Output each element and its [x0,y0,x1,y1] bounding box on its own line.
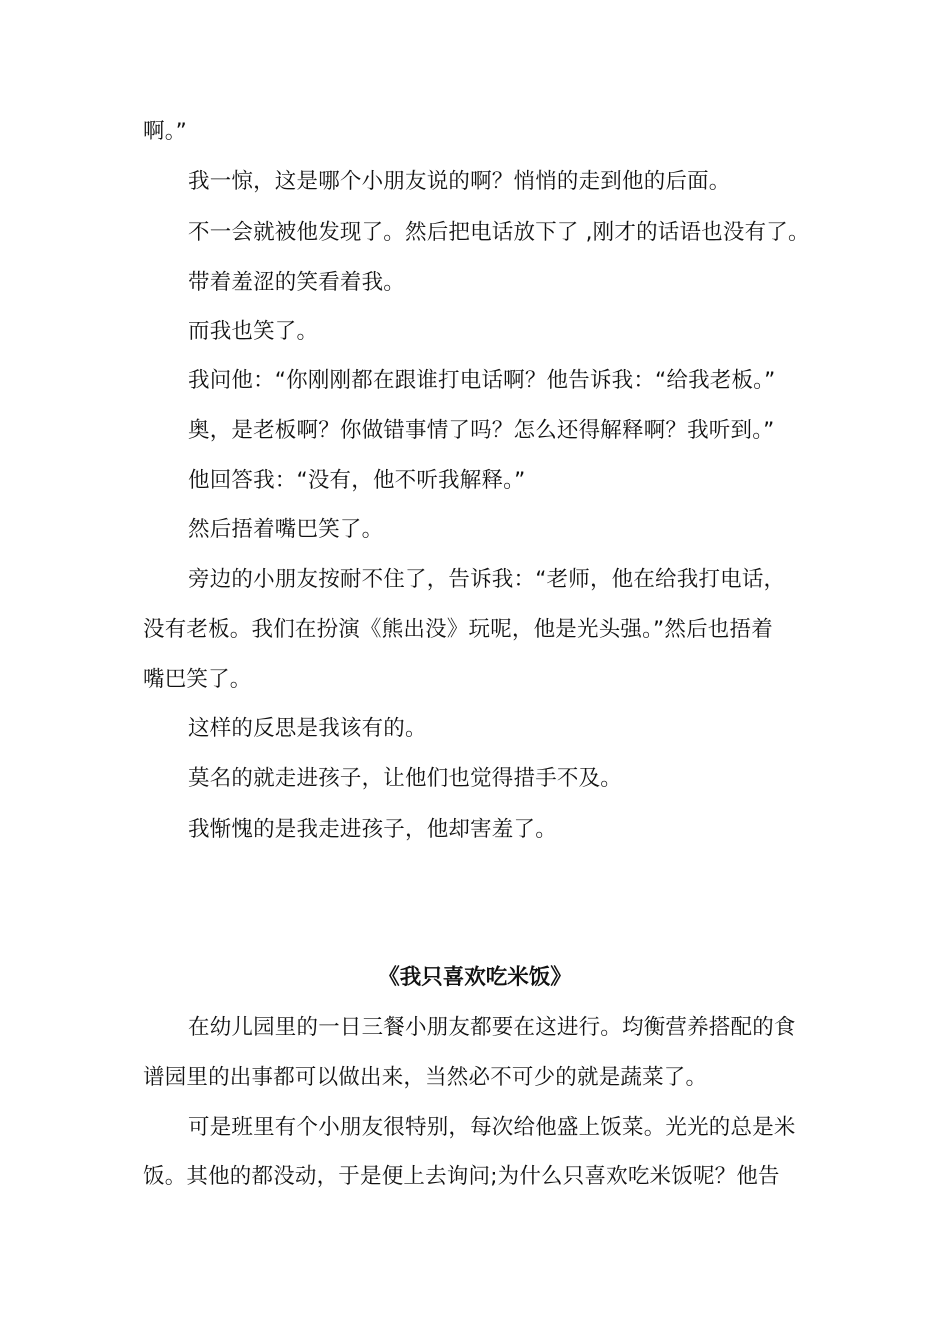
paragraph-line: 旁边的小朋友按耐不住了，告诉我：“老师，他在给我打电话， [188,567,786,592]
section-title: 《我只喜欢吃米饭》 [378,965,572,990]
paragraph-line: 我惭愧的是我走进孩子，他却害羞了。 [188,817,557,842]
paragraph-line: 啊。” [143,119,187,144]
paragraph-line: 我问他：“你刚刚都在跟谁打电话啊？他告诉我：“给我老板。” [188,368,776,393]
paragraph-line: 他回答我：“没有，他不听我解释。” [188,468,526,493]
paragraph-line: 谱园里的出事都可以做出来，当然必不可少的就是蔬菜了。 [143,1065,708,1090]
paragraph-line: 在幼儿园里的一日三餐小朋友都要在这进行。均衡营养搭配的食 [188,1015,796,1040]
paragraph-line: 不一会就被他发现了。然后把电话放下了 ,刚才的话语也没有了。 [188,220,810,245]
paragraph-line: 奥，是老板啊？你做错事情了吗？怎么还得解释啊？我听到。” [188,418,775,443]
paragraph-line: 饭。其他的都没动，于是便上去询问;为什么只喜欢吃米饭呢？他告 [143,1164,780,1189]
paragraph-line: 这样的反思是我该有的。 [188,716,427,741]
paragraph-line: 带着羞涩的笑看着我。 [188,270,406,295]
paragraph-line: 没有老板。我们在扮演《熊出没》玩呢，他是光头强。”然后也捂着 [143,617,773,642]
paragraph-line: 莫名的就走进孩子，让他们也觉得措手不及。 [188,766,623,791]
paragraph-line: 而我也笑了。 [188,319,319,344]
paragraph-line: 嘴巴笑了。 [143,667,252,692]
paragraph-line: 然后捂着嘴巴笑了。 [188,517,384,542]
paragraph-line: 我一惊，这是哪个小朋友说的啊？悄悄的走到他的后面。 [188,169,731,194]
paragraph-line: 可是班里有个小朋友很特别，每次给他盛上饭菜。光光的总是米 [188,1115,796,1140]
